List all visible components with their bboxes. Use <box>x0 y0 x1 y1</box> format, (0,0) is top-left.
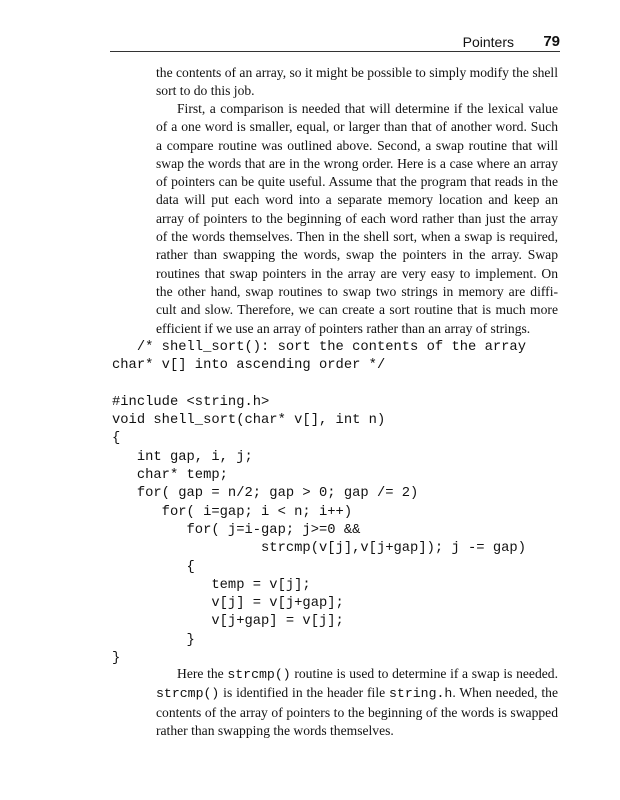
inline-code-strcmp: strcmp() <box>156 686 220 702</box>
code-line: #include <string.h> <box>112 394 270 410</box>
header-rule <box>110 51 560 52</box>
paragraph-3-text: routine is used to determine if a swap is needed. <box>290 666 558 681</box>
code-line: strcmp(v[j],v[j+gap]); j -= gap) <box>112 541 526 557</box>
running-header <box>0 30 560 52</box>
paragraph-3-text: is identified in the header file <box>219 685 389 701</box>
code-listing <box>112 339 526 668</box>
inline-code-header-file: string.h <box>389 686 453 702</box>
code-line: for( gap = n/2; gap > 0; gap /= 2) <box>112 486 419 502</box>
code-line: v[j] = v[j+gap]; <box>112 596 344 612</box>
code-line: for( i=gap; i < n; i++) <box>112 504 353 520</box>
code-line: void shell_sort(char* v[], int n) <box>112 413 386 429</box>
paragraph-3-text: . When needed, the contents of the array of pointers to the beginning of the words is swapped rather than swapping the words themselves. <box>156 685 558 738</box>
paragraph-3-text: Here the <box>177 666 228 681</box>
code-line: int gap, i, j; <box>112 449 253 465</box>
paragraph-2: First, a comparison is needed that will determine if the lexical value of a one word is smaller, equal, or larger than that of another word. Such a compare routine was outlined above. Second, a swap routine that will swap the words that are in the wrong order. Here is a case where an array of pointers can be quite useful. Assume that the program that reads in the data will put each word into a separate memory location and keep an array of pointers to the beginning of each word rather than just the array of the words themselves. Then in the shell sort, when a swap is required, rather than swapping the words, swap the pointers in the array. Swap routines that swap pointers in the array are very easy to implement. On the other hand, swap routines to swap two strings in memory are diffi-cult and slow. Therefore, we can create a sort routine that is much more efficient if we use an array of pointers rather than an array of strings. <box>156 101 558 336</box>
code-line: /* shell_sort(): sort the contents of the array <box>112 340 526 355</box>
code-line: temp = v[j]; <box>112 577 311 593</box>
section-title: Pointers <box>462 34 514 50</box>
paragraph-3 <box>156 665 558 740</box>
code-line: } <box>112 651 121 667</box>
code-line <box>112 376 526 394</box>
code-line: for( j=i-gap; j>=0 && <box>112 522 361 538</box>
code-line: { <box>112 431 121 447</box>
code-line: char* temp; <box>112 468 228 484</box>
code-line: char* v[] into ascending order */ <box>112 358 386 374</box>
page-number: 79 <box>543 33 560 50</box>
inline-code-strcmp: strcmp() <box>227 667 291 682</box>
code-line: v[j+gap] = v[j]; <box>112 614 344 630</box>
code-line: } <box>112 632 195 648</box>
code-line: { <box>112 559 195 575</box>
paragraph-1: the contents of an array, so it might be possible to simply modify the shell sort to do this job. <box>156 65 558 99</box>
